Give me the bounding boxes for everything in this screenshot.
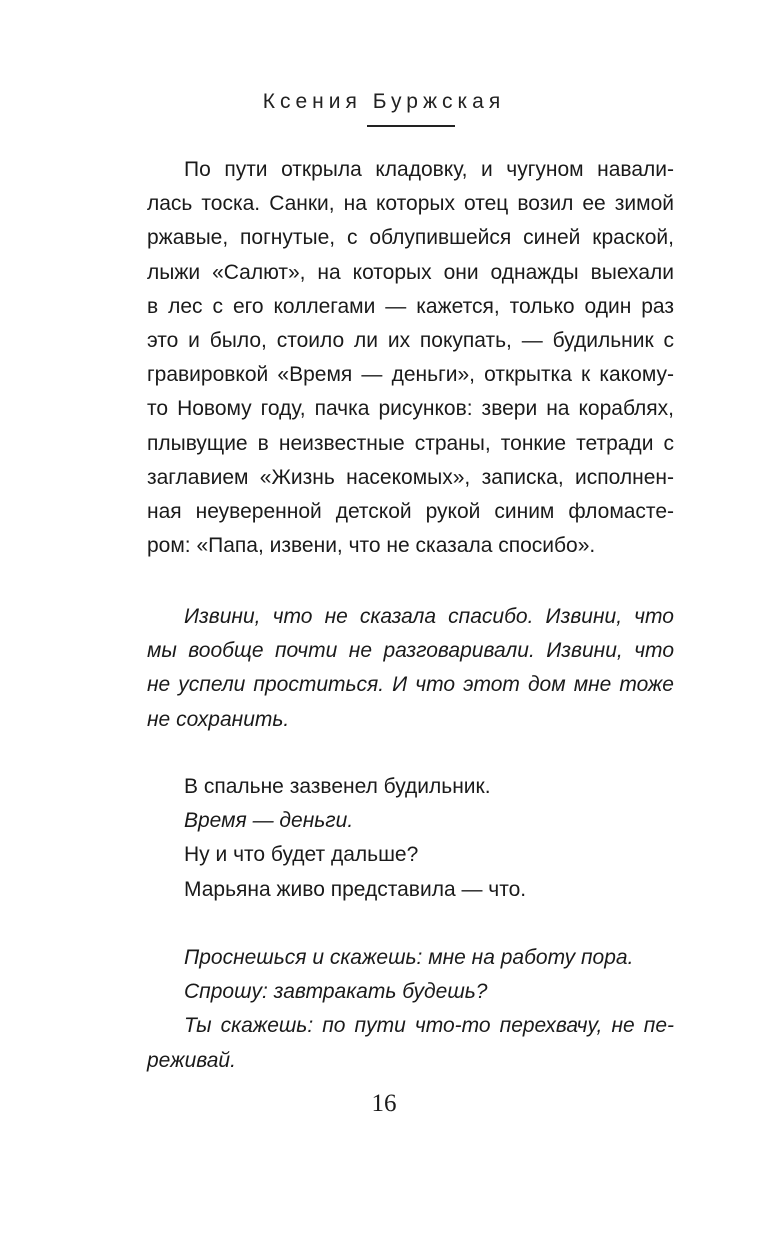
text-line: Ты скажешь: по пути что-то перехвачу, не пе-	[184, 1014, 674, 1038]
text-line: ная неуверенной детской рукой синим фломасте-	[147, 499, 674, 523]
text-line: не успели проститься. И что этот дом мне тоже	[147, 673, 674, 697]
text-line: ром: «Папа, извени, что не сказала спосибо».	[147, 534, 596, 558]
text-line: плывущие в неизвестные страны, тонкие тетради с	[147, 431, 674, 455]
text-line: ржавые, погнутые, с облупившейся синей краской,	[147, 226, 674, 250]
text-line: это и было, стоило ли их покупать, — будильник с	[147, 328, 674, 352]
text-line: Время — деньги.	[184, 809, 354, 833]
running-header-author: Ксения Буржская	[262, 90, 506, 113]
text-line: реживай.	[147, 1048, 236, 1072]
text-line: По пути открыла кладовку, и чугуном навали-	[184, 158, 674, 181]
text-line: мы вообще почти не разговаривали. Извини, что	[147, 639, 674, 663]
text-line: гравировкой «Время — деньги», открытка к какому-	[147, 363, 674, 387]
page-number: 16	[371, 1090, 397, 1117]
text-line: лыжи «Салют», на которых они однажды выехали	[147, 260, 674, 284]
paragraph-imagined-dialogue	[147, 941, 674, 1078]
text-line: Извини, что не сказала спасибо. Извини, что	[184, 605, 674, 628]
text-line: не сохранить.	[147, 707, 290, 731]
text-line: Марьяна живо представила — что.	[184, 877, 527, 901]
paragraph-alarm-clock	[147, 770, 674, 907]
text-line: то Новому году, пачка рисунков: звери на кораблях,	[147, 397, 674, 421]
header-divider	[367, 125, 455, 127]
text-line: В спальне зазвенел будильник.	[184, 775, 491, 798]
text-line: лась тоска. Санки, на которых отец возил ее зимой	[147, 192, 674, 216]
text-line: Спрошу: завтракать будешь?	[184, 980, 488, 1004]
text-line: заглавием «Жизнь насекомых», записка, исполнен-	[147, 465, 674, 489]
paragraph-apology-italic	[147, 600, 674, 737]
paragraph-storage-room	[147, 153, 674, 563]
text-line: Проснешься и скажешь: мне на работу пора.	[184, 946, 634, 969]
text-line: Ну и что будет дальше?	[184, 843, 419, 867]
text-line: в лес с его коллегами — кажется, только один раз	[147, 294, 674, 318]
